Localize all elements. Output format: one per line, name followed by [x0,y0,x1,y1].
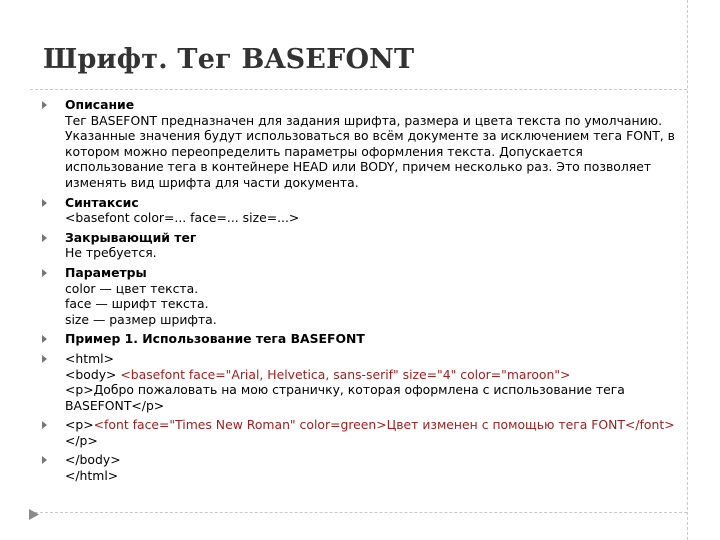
bullet-arrow-icon [42,456,47,464]
params-heading: Параметры [65,264,147,280]
code-body-line [65,367,682,383]
list-item-description [42,97,682,191]
param-color: color — цвет текста. [65,280,199,296]
code-p-close: </p> [65,432,98,448]
description-text: Тег BASEFONT предназначен для задания шрифта, размера и цвета текста по умолчанию. Указанные значения будут использоваться во всём документе за исключением тега FONT, в котором можно переопределить параметры оформления текста. Допускается использование тега в контейнере HEAD или BODY, причем несколько раз. Это позволяет изменять вид шрифта для части документа. [65,112,675,190]
param-size: size — размер шрифта. [65,311,217,327]
example-heading: Пример 1. Использование тега BASEFONT [65,331,365,347]
bullet-arrow-icon [42,234,47,242]
bottom-divider [30,512,687,513]
description-heading: Описание [65,97,135,112]
list-item-syntax [42,195,682,226]
list-item-closing-tag [42,230,682,261]
right-divider [687,0,688,540]
list-item-example [42,331,682,347]
bullet-arrow-icon [42,335,47,343]
syntax-text: <basefont color=... face=... size=...> [65,210,300,226]
code-html-open: <html> [65,350,114,366]
list-item-code-1 [42,351,682,413]
bullet-arrow-icon [42,355,47,363]
list-item-code-3 [42,452,682,483]
code-body-close: </body> [65,452,121,468]
list-item-params [42,265,682,327]
list-item-code-2 [42,417,682,448]
slide-content [42,97,682,488]
code-body-open: <body> [65,366,121,382]
bullet-arrow-icon [42,101,47,109]
closing-tag-text: Не требуется. [65,245,157,261]
title-divider [30,89,687,90]
bullet-arrow-icon [42,421,47,429]
bullet-arrow-icon [42,269,47,277]
play-arrow-icon[interactable] [27,508,40,521]
param-face: face — шрифт текста. [65,296,209,312]
bullet-arrow-icon [42,199,47,207]
closing-tag-heading: Закрывающий тег [65,229,197,245]
code-p-open: <p> [65,417,94,433]
syntax-heading: Синтаксис [65,194,139,210]
code-font-line [65,417,682,448]
code-paragraph: <p>Добро пожаловать на мою страничку, которая оформлена с использование тега BASEFONT</p> [65,382,625,413]
code-basefont-tag: <basefont face="Arial, Helvetica, sans-serif" size="4" color="maroon"> [120,366,571,382]
slide-title: Шрифт. Тег BASEFONT [43,44,415,75]
code-html-close: </html> [65,468,119,484]
code-font-tag: <font face="Times New Roman" color=green>Цвет изменен с помощью тега FONT</font> [93,417,675,433]
